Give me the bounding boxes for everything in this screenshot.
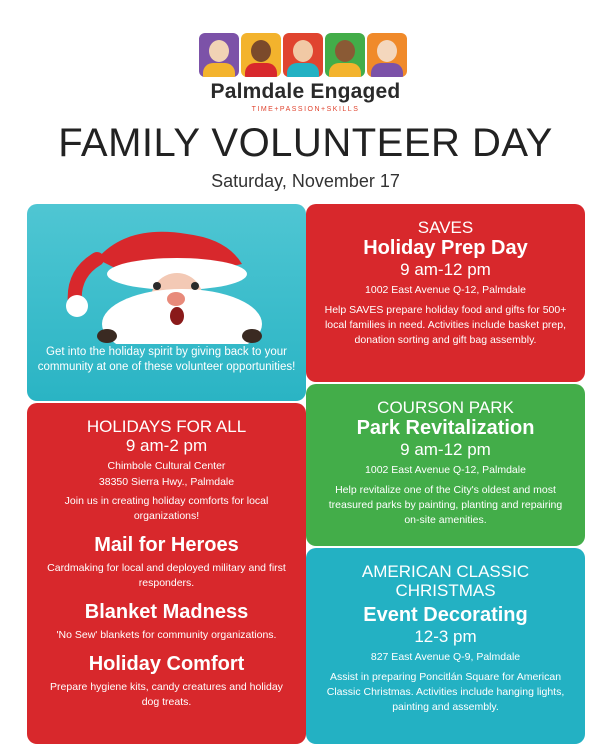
holidays-intro: Join us in creating holiday comforts for local organizations! [64, 495, 269, 522]
saves-event: Holiday Prep Day [363, 237, 528, 259]
brand-name: Palmdale Engaged [210, 80, 401, 103]
logo-faces [199, 33, 409, 79]
saves-address: 1002 East Avenue Q-12, Palmdale [365, 284, 526, 296]
courson-time: 9 am-12 pm [400, 440, 491, 459]
holidays-address: 38350 Sierra Hwy., Palmdale [98, 476, 235, 488]
american-org: AMERICAN CLASSIC CHRISTMAS [361, 562, 530, 600]
american-description: Assist in preparing Poncitlán Square for American Classic Christmas. Activities include hanging lights, painting and assembly. [326, 671, 565, 713]
courson-address: 1002 East Avenue Q-12, Palmdale [365, 464, 526, 476]
intro-text: Get into the holiday spirit by giving back to your community at one of these volunteer opportunities! [37, 346, 296, 373]
event-date: Saturday, November 17 [211, 171, 400, 191]
courson-org: COURSON PARK [377, 398, 514, 417]
american-event: Event Decorating [363, 604, 528, 626]
saves-org: SAVES [417, 218, 474, 237]
holidays-card [27, 403, 306, 744]
page-title: FAMILY VOLUNTEER DAY [58, 121, 553, 165]
saves-time: 9 am-12 pm [400, 260, 491, 279]
holidays-org: HOLIDAYS FOR ALL [86, 417, 247, 436]
courson-card [306, 384, 585, 546]
american-time: 12-3 pm [414, 627, 477, 646]
santa-illustration [27, 204, 306, 344]
face-icon [241, 33, 281, 77]
activity-description: 'No Sew' blankets for community organizations. [56, 629, 277, 641]
activity-description: Cardmaking for local and deployed military and first responders. [47, 562, 286, 589]
holidays-time: 9 am-2 pm [125, 436, 208, 455]
activity-title: Blanket Madness [84, 601, 249, 623]
american-address: 827 East Avenue Q-9, Palmdale [370, 651, 521, 663]
activity-title: Holiday Comfort [88, 653, 245, 675]
brand-tagline: TIME+PASSION+SKILLS [251, 106, 360, 113]
american-card [306, 548, 585, 744]
activity-description: Prepare hygiene kits, candy creatures and holiday dog treats. [50, 681, 283, 708]
courson-description: Help revitalize one of the City's oldest and most treasured parks by painting, planting and repairing on-site amenities. [328, 484, 563, 526]
courson-event: Park Revitalization [356, 417, 535, 439]
face-icon [367, 33, 407, 77]
face-icon [199, 33, 239, 77]
intro-card [27, 204, 306, 401]
saves-description: Help SAVES prepare holiday food and gifts for 500+ local families in need. Activities include basket prep, donation sorting and gift bag assembly. [324, 304, 567, 346]
saves-card [306, 204, 585, 382]
face-icon [325, 33, 365, 77]
face-icon [283, 33, 323, 77]
holidays-venue: Chimbole Cultural Center [107, 460, 226, 472]
activity-title: Mail for Heroes [94, 534, 239, 556]
